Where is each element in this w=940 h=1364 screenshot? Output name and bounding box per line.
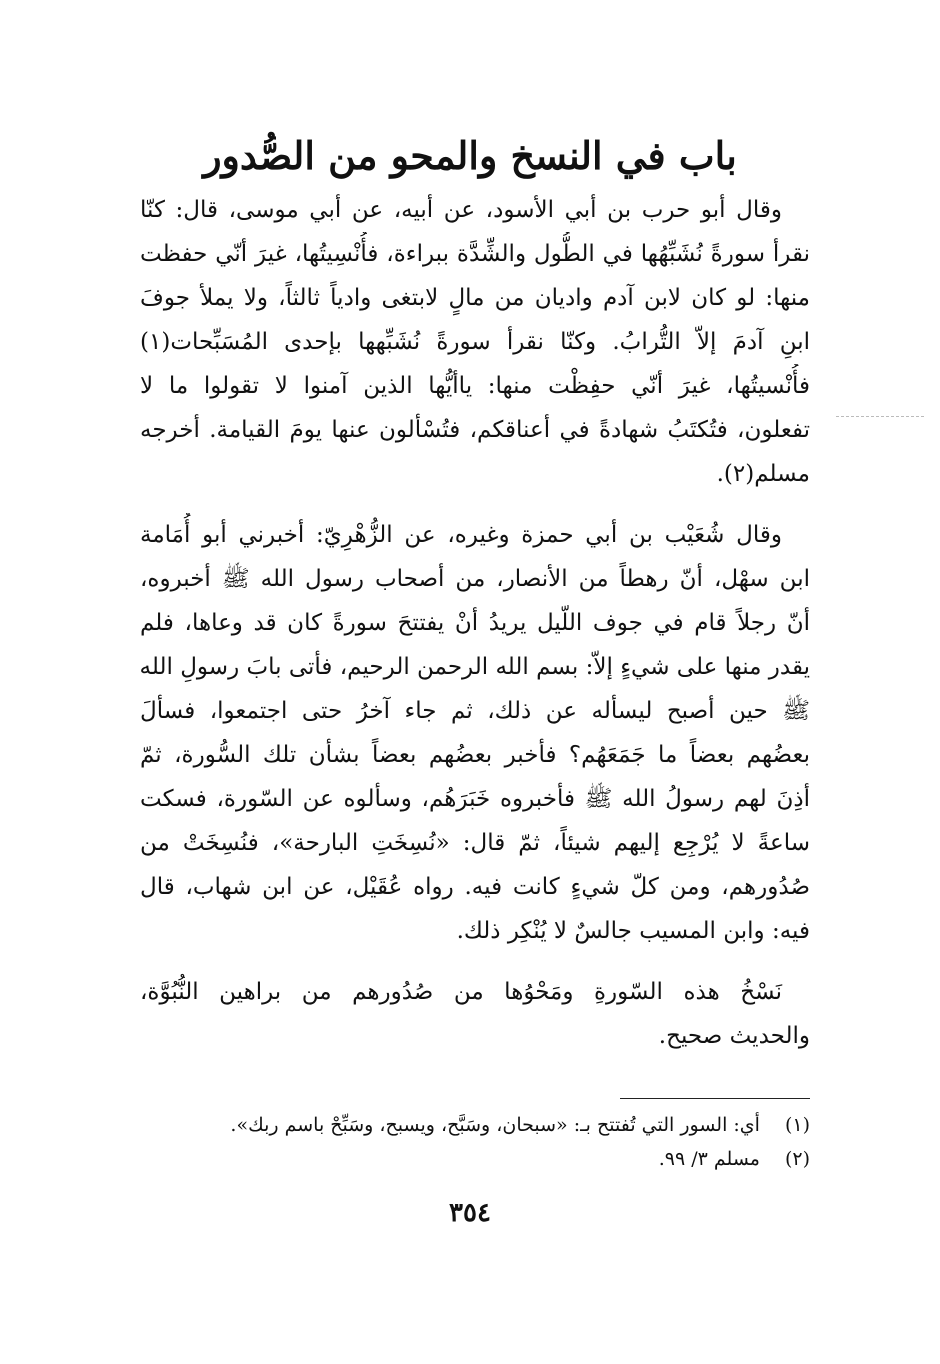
margin-mark (836, 416, 924, 417)
text-line: بعضُهم بعضاً ما جَمَعَهُم؟ فأخبر بعضُهم بعضاً بشأن تلك السُّورة، ثمّ (140, 742, 810, 768)
text-line: وقال شُعَيْب بن أبي حمزة وغيره، عن الزُّهْرِيّ: أخبرني أبو أُمَامة (140, 522, 782, 548)
footnote-2 (170, 1142, 810, 1176)
footnote-number: (١) (784, 1114, 810, 1136)
text-line: صُدُورهم، ومن كلّ شيءٍ كانت فيه. رواه عُقَيْل، عن ابن شهاب، قال (140, 874, 810, 900)
text-line: أنّ رجلاً قام في جوف اللّيل يريدُ أنْ يفتتحَ سورةً كان قد وعاها، فلم (140, 610, 810, 636)
text-line: نَسْخُ هذه السّورةِ ومَحْوُها من صُدُورهم من براهين النُّبُوَّة، (140, 979, 782, 1005)
footnote-text: مسلم ٣/ ٩٩. (658, 1148, 760, 1170)
paragraph-1 (140, 188, 810, 496)
footnote-1 (170, 1108, 810, 1142)
page-number: ٣٥٤ (449, 1198, 491, 1228)
text-line: ﷺ حين أصبح ليسأله عن ذلك، ثم جاء آخرُ حتى اجتمعوا، فسألَ (140, 698, 810, 724)
chapter-title: باب في النسخ والمحو من الصُّدور (203, 133, 737, 178)
text-line: ساعةً لا يُرْجِع إليهم شيئاً، ثمّ قال: «نُسِخَتِ البارحة»، فنُسِخَتْ من (140, 830, 810, 856)
text-line: ابنِ آدمَ إلاّ التُّرابُ. وكنّا نقرأ سورةً نُشَبِّهها بإحدى المُسَبِّحات(١) (140, 329, 810, 355)
text-line: مسلم(٢). (716, 461, 810, 487)
text-line: فيه: وابن المسيب جالسٌ لا يُنْكِر ذلك. (456, 918, 810, 944)
text-line: ابن سهْل، أنّ رهطاً من الأنصار، من أصحاب رسول الله ﷺ أخبروه، (140, 566, 810, 592)
text-line: تفعلون، فتُكتَبُ شهادةً في أعناقكم، فتُسْألون عنها يومَ القيامة. أخرجه (140, 417, 810, 443)
text-line: والحديث صحيح. (658, 1023, 810, 1049)
text-line: نقرأ سورةً نُشَبِّهُها في الطُّول والشِّدَّة ببراءة، فأُنْسِيتُها، غيرَ أنّي حفظت (140, 241, 810, 267)
text-line: فأُنْسيتُها، غيرَ أنّي حفِظْت منها: ياأيُّها الذين آمنوا لا تقولوا ما لا (140, 373, 810, 399)
footnote-text: أي: السور التي تُفتتح بـ: «سبحان، وسَبَّح، ويسبح، وسَبِّحْ باسم ربك». (230, 1114, 760, 1136)
footnotes (170, 1108, 810, 1176)
text-line: منها: لو كان لابن آدم واديان من مالٍ لابتغى وادياً ثالثاً، ولا يملأ جوفَ (140, 285, 810, 311)
text-line: أذِنَ لهم رسولُ الله ﷺ فأخبروه خَبَرَهُم، وسألوه عن السّورة، فسكت (140, 786, 810, 812)
footnote-number: (٢) (784, 1148, 810, 1170)
footnote-divider (620, 1098, 810, 1099)
text-line: يقدر منها على شيءٍ إلاّ: بسم الله الرحمن الرحيم، فأتى بابَ رسولِ الله (140, 654, 810, 680)
paragraph-2 (140, 513, 810, 953)
paragraph-3 (140, 970, 810, 1058)
text-line: وقال أبو حرب بن أبي الأسود، عن أبيه، عن أبي موسى، قال: كنّا (140, 197, 782, 223)
